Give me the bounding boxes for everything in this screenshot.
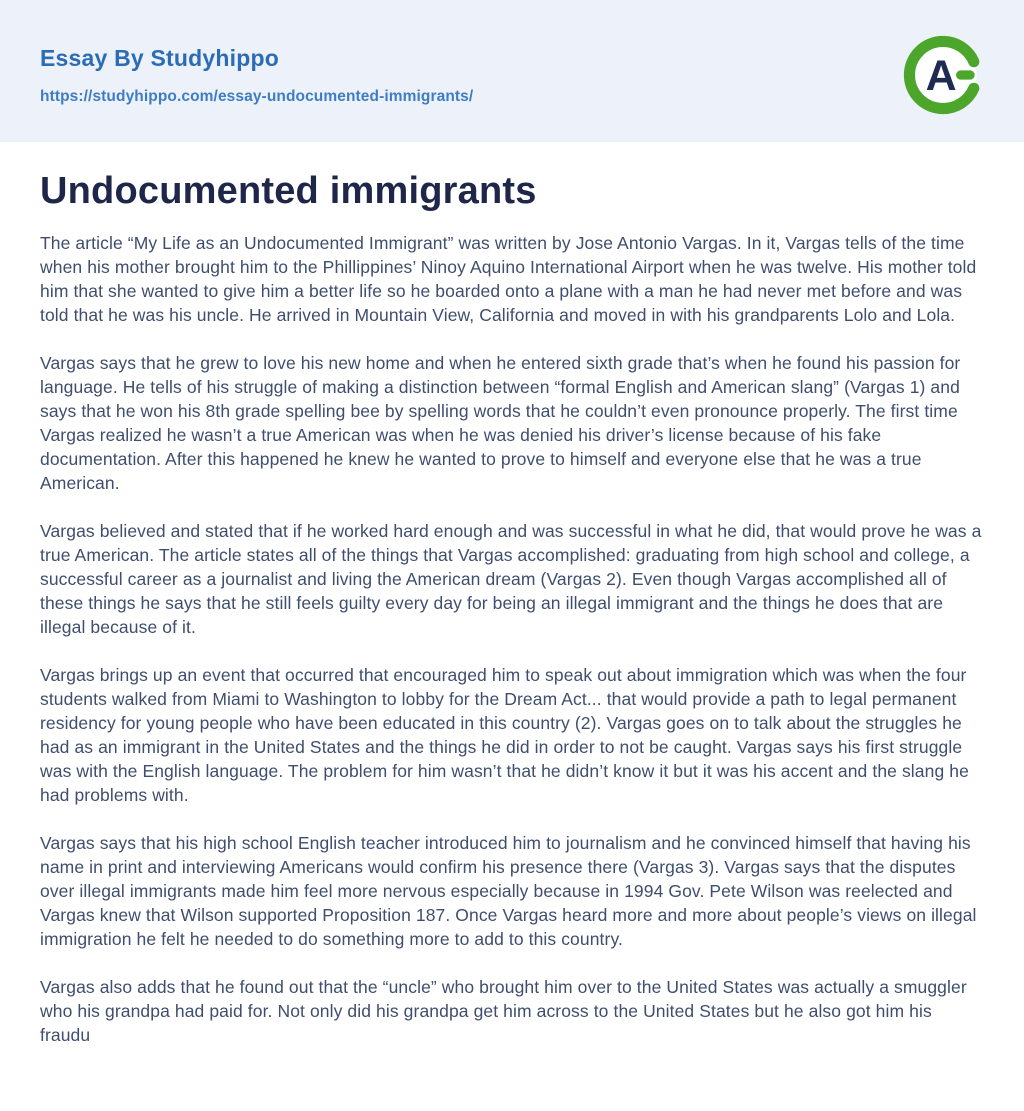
source-url-link[interactable]: https://studyhippo.com/essay-undocumented-immigrants/ <box>40 87 474 105</box>
page-title: Undocumented immigrants <box>40 170 537 212</box>
logo-letter: A <box>925 51 957 100</box>
essay-paragraph-4: Vargas brings up an event that occurred that encouraged him to speak out about immigration which was when the four students walked from Miami to Washington to lobby for the Dream Act... that would provide a path to legal permanent residency for young people who have been educated in this country (2). Vargas goes on to talk about the struggles he had as an immigrant in the United States and the things he did in order to not be caught. Vargas says his first struggle was with the English language. The problem for him wasn’t that he didn’t know it but it was his accent and the slang he had problems with. <box>40 665 969 805</box>
essay-paragraph-2: Vargas says that he grew to love his new home and when he entered sixth grade that’s when he found his passion for language. He tells of his struggle of making a distinction between “formal English and American slang” (Vargas 1) and says that he won his 8th grade spelling bee by spelling words that he couldn’t even pronounce properly. The first time Vargas realized he wasn’t a true American was when he was denied his driver’s license because of his fake documentation. After this happened he knew he wanted to prove to himself and everyone else that he was a true American. <box>40 353 961 493</box>
essay-paragraph-3: Vargas believed and stated that if he worked hard enough and was successful in what he did, that would prove he was a true American. The article states all of the things that Vargas accomplished: graduating from high school and college, a successful career as a journalist and living the American dream (Vargas 2). Even though Vargas accomplished all of these things he says that he still feels guilty every day for being an illegal immigrant and the things he does that are illegal because of it. <box>40 521 982 637</box>
byline: Essay By Studyhippo <box>40 44 279 71</box>
essay-paragraph-6: Vargas also adds that he found out that the “uncle” who brought him over to the United States was actually a smuggler who his grandpa had paid for. Not only did his grandpa get him across to the United States but he also got him his fraudu <box>40 977 967 1045</box>
document-header <box>0 0 1024 142</box>
header-text-block <box>40 45 473 106</box>
document-body <box>0 142 1024 1111</box>
essay-paragraph-1: The article “My Life as an Undocumented Immigrant” was written by Jose Antonio Vargas. In it, Vargas tells of the time when his mother brought him to the Phillippines’ Ninoy Aquino International Airport when he was twelve. His mother told him that she wanted to give him a better life so he boarded onto a plane with a man he had never met before and was told that he was his uncle. He arrived in Mountain View, California and moved in with his grandparents Lolo and Lola. <box>40 233 977 325</box>
studyhippo-logo-icon <box>902 34 984 116</box>
essay-paragraph-5: Vargas says that his high school English teacher introduced him to journalism and he convinced himself that having his name in print and interviewing Americans would confirm his presence there (Vargas 3). Vargas says that the disputes over illegal immigrants made him feel more nervous especially because in 1994 Gov. Pete Wilson was reelected and Vargas knew that Wilson supported Proposition 187. Once Vargas heard more and more about people’s views on illegal immigration he felt he needed to do something more to add to this country. <box>40 833 977 949</box>
essay-content <box>40 231 984 1047</box>
